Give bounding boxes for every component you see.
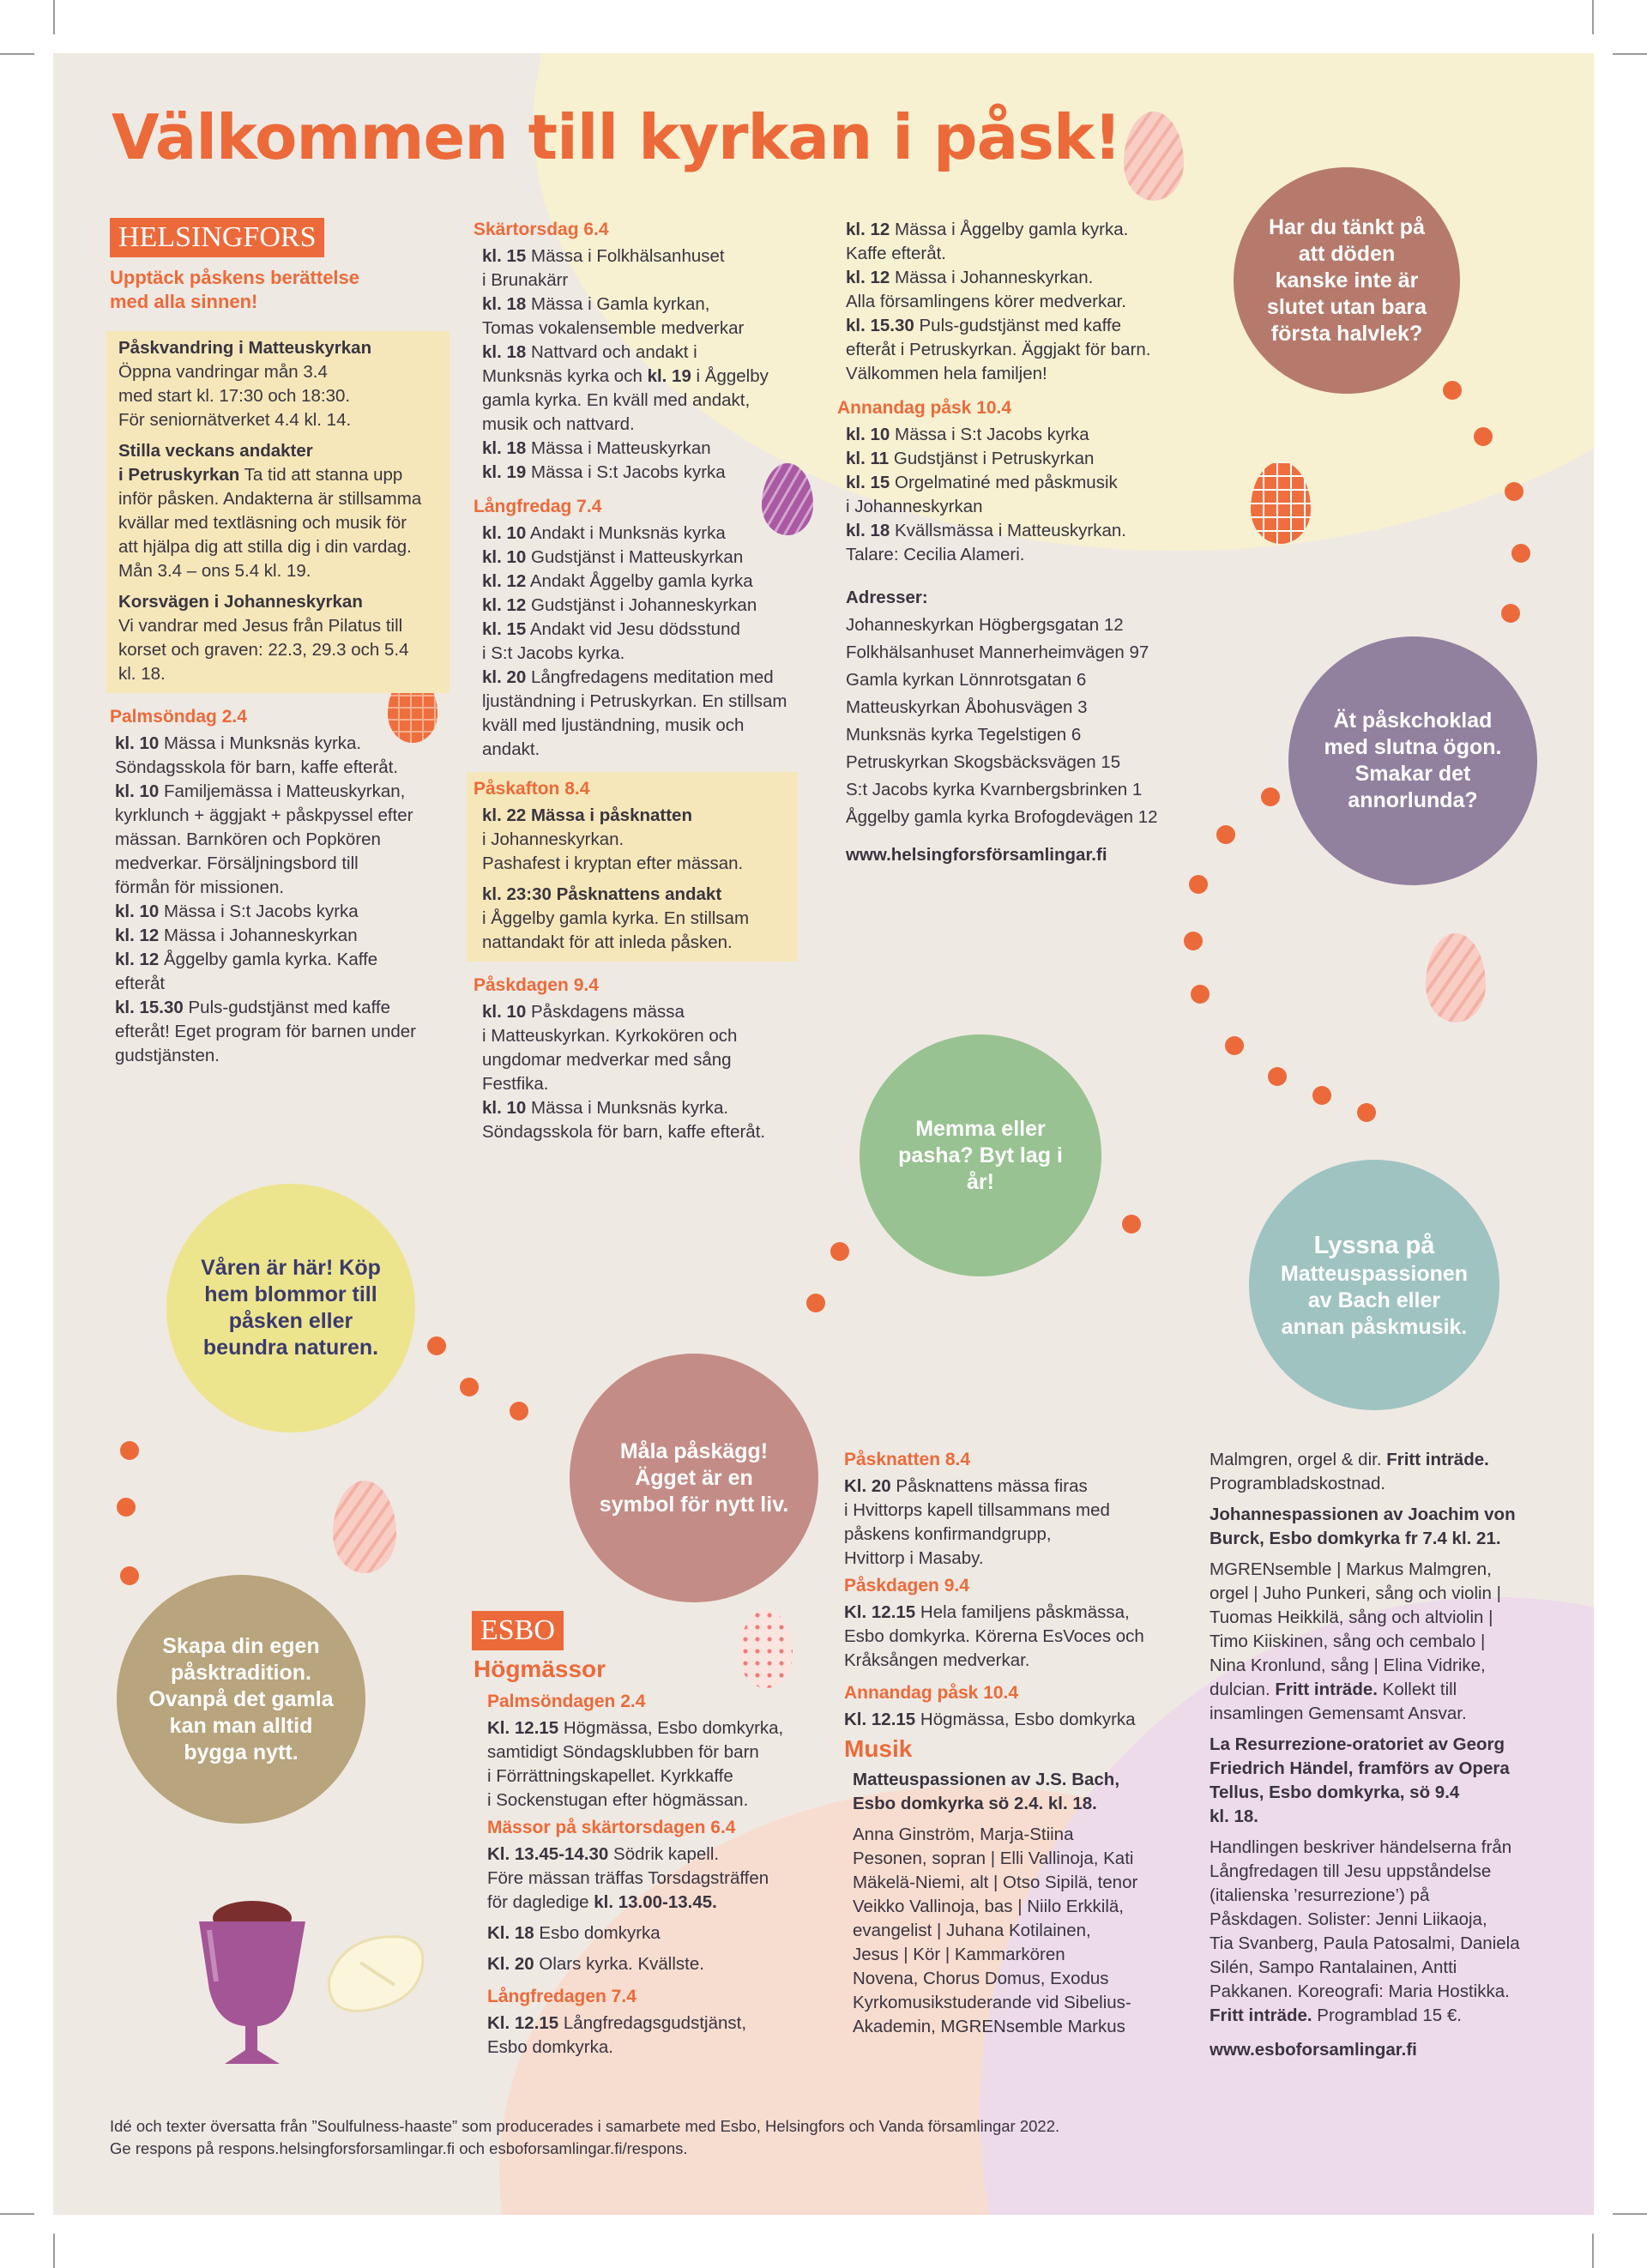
path-dot	[1505, 482, 1523, 501]
crop-mark	[1592, 0, 1594, 34]
esbo-col3: Malmgren, orgel & dir. Fritt inträde. Programbladskostnad. Johannespassionen av Joachim von Burck, Esbo domkyrka fr 7.4 kl. 21. MGRENsemble | Markus Malmgren, orgel | Juho Punkeri, sång och violin | Tuomas Heikkilä, sång och altviolin | Timo Kiiskinen, sång och cembalo | Nina Kronlund, sång | Elina Vidrike, dulcian. Fritt inträde. Kollekt till insamlingen Gemensamt Ansvar. La Resurrezione-oratoriet av Georg Friedrich Händel, framförs av Opera Tellus, Esbo domkyrka, sö 9.4 kl. 18. Handlingen beskriver händelserna från Långfredagen till Jesu uppståndelse (italienska ’resurrezione’) på Påskdagen. Solister: Jenni Liikaoja, Tia Svanberg, Paula Patosalmi, Daniela Silén, Sampo Rantalainen, Antti Pakkanen. Koreografi: Maria Hostikka. Fritt inträde. Programblad 15 €. www.esboforsamlingar.fi	[1210, 1450, 1520, 2060]
section-heading: Påskdagen 9.4	[474, 975, 599, 995]
section-heading: Annandag påsk 10.4	[837, 398, 1012, 418]
circle-spring: Våren är här! Köp hem blommor till påsken eller beundra naturen.	[166, 1184, 415, 1433]
path-dot	[1268, 1067, 1287, 1086]
path-dot	[510, 1402, 528, 1421]
path-dot	[1189, 875, 1208, 894]
info-box: Påskvandring i Matteuskyrkan Öppna vandringar mån 3.4 med start kl. 17:30 och 18:30. För seniornätverket 4.4 kl. 14. Stilla veckans andakter i Petruskyrkan Ta tid att stanna upp inför påsken. Andakterna är stillsamma kvällar med textläsning och musik för att hjälpa dig att stilla dig i din vardag. Mån 3.4 – ons 5.4 kl. 19. Korsvägen i Johanneskyrkan Vi vandrar med Jesus från Pilatus till korset och graven: 22.3, 29.3 och 5.4 kl. 18.	[106, 331, 449, 693]
path-dot	[1511, 544, 1530, 563]
helsingfors-col1	[106, 331, 449, 1068]
path-dot	[1122, 1215, 1141, 1234]
path-dot	[1357, 1103, 1376, 1122]
path-dot	[1216, 825, 1235, 844]
esbo-tag: ESBO	[472, 1611, 564, 1650]
crop-mark	[1592, 2234, 1594, 2268]
footer: Idé och texter översatta från ”Soulfulness-haaste” som producerades i samarbete med Esbo, Helsingfors och Vanda församlingar 2022. Ge respons på respons.helsingforsforsamlingar.fi och esboforsamlingar.fi/respons.	[110, 2117, 1060, 2157]
esbo-url-link[interactable]: www.esboforsamlingar.fi	[1210, 2040, 1417, 2060]
path-dot	[1312, 1086, 1331, 1105]
section-heading: Långfredag 7.4	[474, 497, 602, 516]
crop-mark	[1613, 2213, 1647, 2215]
path-dot	[1225, 1036, 1244, 1055]
path-dot	[1184, 932, 1203, 950]
page-title: Välkommen till kyrkan i påsk!	[112, 101, 1121, 173]
crop-mark	[0, 2213, 34, 2215]
esbo-col1: Högmässor Palmsöndagen 2.4 Kl. 12.15 Högmässa, Esbo domkyrka, samtidigt Söndagsklubben för barn i Förrättningskapellet. Kyrkkaffe i Sockenstugan efter högmässan. Mässor på skärtorsdagen 6.4 Kl. 13.45-14.30 Södrik kapell. Före mässan träffas Torsdagsträffen för dagledige kl. 13.00-13.45. Kl. 18 Esbo domkyrka Kl. 20 Olars kyrka. Kvällste. Långfredagen 7.4 Kl. 12.15 Långfredagsgudstjänst, Esbo domkyrka.	[474, 1656, 784, 2057]
esbo-col2: Påsknatten 8.4 Kl. 20 Påsknattens mässa firas i Hvittorps kapell tillsammans med påskens konfirmandgrupp, Hvittorp i Masaby. Påskdagen 9.4 Kl. 12.15 Hela familjens påskmässa, Esbo domkyrka. Körerna EsVoces och Kråksången medverkar. Annandag påsk 10.4 Kl. 12.15 Högmässa, Esbo domkyrka Musik Matteuspassionen av J.S. Bach, Esbo domkyrka sö 2.4. kl. 18. Anna Ginström, Marja-Stiina Pesonen, sopran | Elli Vallinoja, Kati Mäkelä-Niemi, alt | Otso Sipilä, tenor Veikko Vallinoja, bas | Niilo Erkkilä, evangelist | Juhana Kotilainen, Jesus | Kör | Kammarkören Novena, Chorus Domus, Exodus Kyrkomusikstuderande vid Sibelius- Akademin, MGRENsemble Markus	[844, 1450, 1144, 2036]
crop-mark	[53, 2234, 55, 2268]
section-heading: Skärtorsdag 6.4	[474, 220, 609, 239]
circle-paint-eggs: Måla påskägg! Ägget är en symbol för nytt liv.	[570, 1354, 818, 1602]
path-dot	[830, 1242, 849, 1261]
crop-mark	[53, 0, 55, 34]
path-dot	[806, 1294, 825, 1312]
circle-tradition: Skapa din egen påsktradition. Ovanpå det gamla kan man alltid bygga nytt.	[117, 1575, 365, 1824]
path-dot	[1501, 604, 1520, 623]
crop-mark	[1613, 53, 1647, 55]
chalice-icon	[190, 1896, 311, 2072]
crop-mark	[0, 53, 34, 55]
circle-matteuspassionen: Lyssna på Matteuspassionen av Bach eller annan påskmusik.	[1249, 1160, 1499, 1410]
helsingfors-tag: HELSINGFORS	[110, 218, 324, 257]
circle-memma: Memma eller pasha? Byt lag i år!	[860, 1034, 1101, 1276]
circle-death-question: Har du tänkt på att döden kanske inte är slutet utan bara första halvlek?	[1234, 167, 1460, 394]
path-dot	[1474, 427, 1493, 446]
path-dot	[1443, 381, 1462, 400]
path-dot	[1261, 787, 1280, 806]
helsingfors-col2: Skärtorsdag 6.4 kl. 15 Mässa i Folkhälsanhuset i Brunakärr kl. 18 Mässa i Gamla kyrkan, Tomas vokalensemble medverkar kl. 18 Nattvard och andakt i Munksnäs kyrka och kl. 19 i Åggelby gamla kyrka. En kväll med andakt, musik och nattvard. kl. 18 Mässa i Matteuskyrkan kl. 19 Mässa i S:t Jacobs kyrka Långfredag 7.4 kl. 10 Andakt i Munksnäs kyrka kl. 10 Gudstjänst i Matteuskyrkan kl. 12 Andakt Åggelby gamla kyrka kl. 12 Gudstjänst i Johanneskyrkan kl. 15 Andakt vid Jesu dödsstund i S:t Jacobs kyrka. kl. 20 Långfredagens meditation med ljuständning i Petruskyrkan. En stillsam kväll med ljuständning, musik och andakt. Påskafton 8.4 kl. 22 Mässa i påsknatten i Johanneskyrkan. Pashafest i kryptan efter mässan. kl. 23:30 Påsknattens andakt i Åggelby gamla kyrka. En stillsam nattandakt för att inleda påsken. Påskdagen 9.4 kl. 10 Påskdagens mässa i Matteuskyrkan. Kyrkokören och ungdomar medverkar med sång Festfika. kl. 10 Mässa i Munksnäs kyrka. Söndagsskola för barn, kaffe efteråt.	[474, 218, 799, 1144]
helsingfors-col3: kl. 12 Mässa i Åggelby gamla kyrka. Kaffe efteråt. kl. 12 Mässa i Johanneskyrkan. Alla församlingens körer medverkar. kl. 15.30 Puls-gudstjänst med kaffe efteråt i Petruskyrkan. Äggjakt för barn. Välkommen hela familjen! Annandag påsk 10.4 kl. 10 Mässa i S:t Jacobs kyrka kl. 11 Gudstjänst i Petruskyrkan kl. 15 Orgelmatiné med påskmusik i Johanneskyrkan kl. 18 Kvällsmässa i Matteuskyrkan. Talare: Cecilia Alameri. Adresser: Johanneskyrkan Högbergsgatan 12 Folkhälsanhuset Mannerheimvägen 97 Gamla kyrkan Lönnrotsgatan 6 Matteuskyrkan Åbohusvägen 3 Munksnäs kyrka Tegelstigen 6 Petruskyrkan Skogsbäcksvägen 15 S:t Jacobs kyrka Kvarnbergsbrinken 1 Åggelby gamla kyrka Brofogdevägen 12 www.helsingforsförsamlingar.fi	[837, 218, 1198, 869]
path-dot	[427, 1336, 446, 1355]
path-dot	[460, 1378, 479, 1396]
helsingfors-subtitle: Upptäck påskens berättelse med alla sinnen!	[110, 267, 360, 312]
address-list: Adresser: Johanneskyrkan Högbergsgatan 12 Folkhälsanhuset Mannerheimvägen 97 Gamla kyrkan Lönnrotsgatan 6 Matteuskyrkan Åbohusvägen 3 Munksnäs kyrka Tegelstigen 6 Petruskyrkan Skogsbäcksvägen 15 S:t Jacobs kyrka Kvarnbergsbrinken 1 Åggelby gamla kyrka Brofogdevägen 12 www.helsingforsförsamlingar.fi	[846, 588, 1158, 865]
path-dot	[1191, 985, 1210, 1004]
bread-icon	[319, 1925, 431, 2019]
path-dot	[117, 1498, 136, 1517]
paskafton-box: Påskafton 8.4 kl. 22 Mässa i påsknatten i Johanneskyrkan. Pashafest i kryptan efter mässan. kl. 23:30 Påsknattens andakt i Åggelby gamla kyrka. En stillsam nattandakt för att inleda påsken.	[467, 772, 798, 962]
path-dot	[120, 1566, 139, 1585]
palmsondag-list: kl. 10 Mässa i Munksnäs kyrka. Söndagsskola för barn, kaffe efteråt. kl. 10 Familjemässa i Matteuskyrkan, kyrklunch + äggjakt + påskpyssel efter mässan. Barnkören och Popkören medverkar. Försäljningsbord till förmån för missionen. kl. 10 Mässa i S:t Jacobs kyrka kl. 12 Mässa i Johanneskyrkan kl. 12 Åggelby gamla kyrka. Kaffe efteråt kl. 15.30 Puls-gudstjänst med kaffe efteråt! Eget program för barnen under gudstjänsten.	[115, 733, 416, 1065]
section-heading: Palmsöndag 2.4	[110, 707, 247, 727]
path-dot	[120, 1441, 139, 1460]
circle-chocolate: Ät påskchoklad med slutna ögon. Smakar det annorlunda?	[1288, 636, 1537, 885]
helsingfors-url-link[interactable]: www.helsingforsförsamlingar.fi	[846, 845, 1107, 865]
